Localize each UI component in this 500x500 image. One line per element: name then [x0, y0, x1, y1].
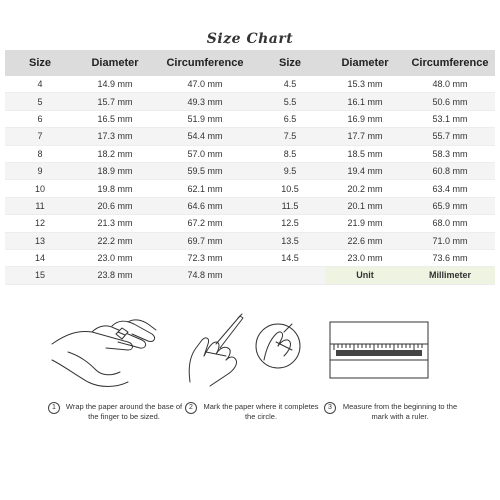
table-cell: 57.0 mm	[155, 145, 255, 162]
table-cell: 68.0 mm	[405, 215, 495, 232]
table-cell: 8.5	[255, 145, 325, 162]
step-number: 2	[185, 402, 197, 414]
table-row	[5, 145, 495, 162]
unit-label: Unit	[325, 267, 405, 284]
header-size: Size	[5, 50, 75, 76]
header-size: Size	[255, 50, 325, 76]
header-circumference: Circumference	[405, 50, 495, 76]
table-cell: 55.7 mm	[405, 128, 495, 145]
header-circumference: Circumference	[155, 50, 255, 76]
table-row	[5, 128, 495, 145]
table-cell: 6.5	[255, 110, 325, 127]
table-cell: 20.6 mm	[75, 197, 155, 214]
table-row	[5, 232, 495, 249]
table-cell: 16.5 mm	[75, 110, 155, 127]
table-cell: 67.2 mm	[155, 215, 255, 232]
table-cell: 8	[5, 145, 75, 162]
table-row	[5, 76, 495, 93]
table-cell: 72.3 mm	[155, 249, 255, 266]
table-cell: 18.5 mm	[325, 145, 405, 162]
step-text: Wrap the paper around the base of the finger to be sized.	[65, 402, 183, 421]
table-cell: 21.3 mm	[75, 215, 155, 232]
size-table	[5, 50, 495, 285]
table-row	[5, 180, 495, 197]
table-cell: 74.8 mm	[155, 267, 255, 284]
table-cell: 63.4 mm	[405, 180, 495, 197]
table-cell: 64.6 mm	[155, 197, 255, 214]
table-cell: 5	[5, 93, 75, 110]
table-cell: 54.4 mm	[155, 128, 255, 145]
table-cell: 20.2 mm	[325, 180, 405, 197]
table-cell: 11	[5, 197, 75, 214]
table-cell	[255, 267, 325, 284]
table-cell: 7.5	[255, 128, 325, 145]
table-cell: 48.0 mm	[405, 76, 495, 93]
table-cell: 15.3 mm	[325, 76, 405, 93]
table-row	[5, 93, 495, 110]
table-cell: 7	[5, 128, 75, 145]
hand-wrap-icon	[48, 312, 168, 392]
table-cell: 18.9 mm	[75, 162, 155, 179]
table-cell: 15.7 mm	[75, 93, 155, 110]
table-cell: 13	[5, 232, 75, 249]
table-cell: 71.0 mm	[405, 232, 495, 249]
table-cell: 13.5	[255, 232, 325, 249]
step-text: Mark the paper where it completes the circle.	[203, 402, 319, 421]
table-header-row	[5, 50, 495, 76]
table-cell: 20.1 mm	[325, 197, 405, 214]
table-cell: 14.9 mm	[75, 76, 155, 93]
table-cell: 49.3 mm	[155, 93, 255, 110]
step-number: 3	[324, 402, 336, 414]
table-cell: 62.1 mm	[155, 180, 255, 197]
chart-title: Size Chart	[206, 31, 294, 47]
table-row	[5, 197, 495, 214]
table-cell: 65.9 mm	[405, 197, 495, 214]
table-cell: 11.5	[255, 197, 325, 214]
table-cell: 16.1 mm	[325, 93, 405, 110]
table-row	[5, 249, 495, 266]
table-cell: 51.9 mm	[155, 110, 255, 127]
table-cell: 16.9 mm	[325, 110, 405, 127]
table-cell: 14.5	[255, 249, 325, 266]
table-cell: 73.6 mm	[405, 249, 495, 266]
table-cell: 14	[5, 249, 75, 266]
table-cell: 53.1 mm	[405, 110, 495, 127]
table-cell: 4.5	[255, 76, 325, 93]
step-text: Measure from the beginning to the mark with a ruler.	[342, 402, 458, 421]
ruler-icon	[322, 312, 437, 392]
table-cell: 4	[5, 76, 75, 93]
unit-value: Millimeter	[405, 267, 495, 284]
hand-mark-icon	[180, 312, 305, 392]
table-cell: 23.0 mm	[325, 249, 405, 266]
table-cell: 9.5	[255, 162, 325, 179]
table-cell: 17.3 mm	[75, 128, 155, 145]
table-row	[5, 110, 495, 127]
table-cell: 17.7 mm	[325, 128, 405, 145]
table-cell: 9	[5, 162, 75, 179]
step-1	[48, 402, 183, 422]
table-cell: 21.9 mm	[325, 215, 405, 232]
table-cell: 23.8 mm	[75, 267, 155, 284]
table-cell: 23.0 mm	[75, 249, 155, 266]
header-diameter: Diameter	[325, 50, 405, 76]
table-cell: 69.7 mm	[155, 232, 255, 249]
table-cell: 22.2 mm	[75, 232, 155, 249]
table-cell: 18.2 mm	[75, 145, 155, 162]
table-cell: 58.3 mm	[405, 145, 495, 162]
table-cell: 10	[5, 180, 75, 197]
table-row	[5, 162, 495, 179]
table-cell: 59.5 mm	[155, 162, 255, 179]
table-cell: 15	[5, 267, 75, 284]
table-cell: 5.5	[255, 93, 325, 110]
table-cell: 12.5	[255, 215, 325, 232]
table-cell: 60.8 mm	[405, 162, 495, 179]
step-number: 1	[48, 402, 60, 414]
table-row	[5, 215, 495, 232]
table-cell: 19.8 mm	[75, 180, 155, 197]
table-cell: 50.6 mm	[405, 93, 495, 110]
step-2	[185, 402, 320, 422]
table-cell: 12	[5, 215, 75, 232]
table-cell: 47.0 mm	[155, 76, 255, 93]
table-cell: 6	[5, 110, 75, 127]
header-diameter: Diameter	[75, 50, 155, 76]
table-cell: 19.4 mm	[325, 162, 405, 179]
table-row	[5, 267, 495, 284]
table-cell: 22.6 mm	[325, 232, 405, 249]
table-cell: 10.5	[255, 180, 325, 197]
step-3	[324, 402, 459, 422]
